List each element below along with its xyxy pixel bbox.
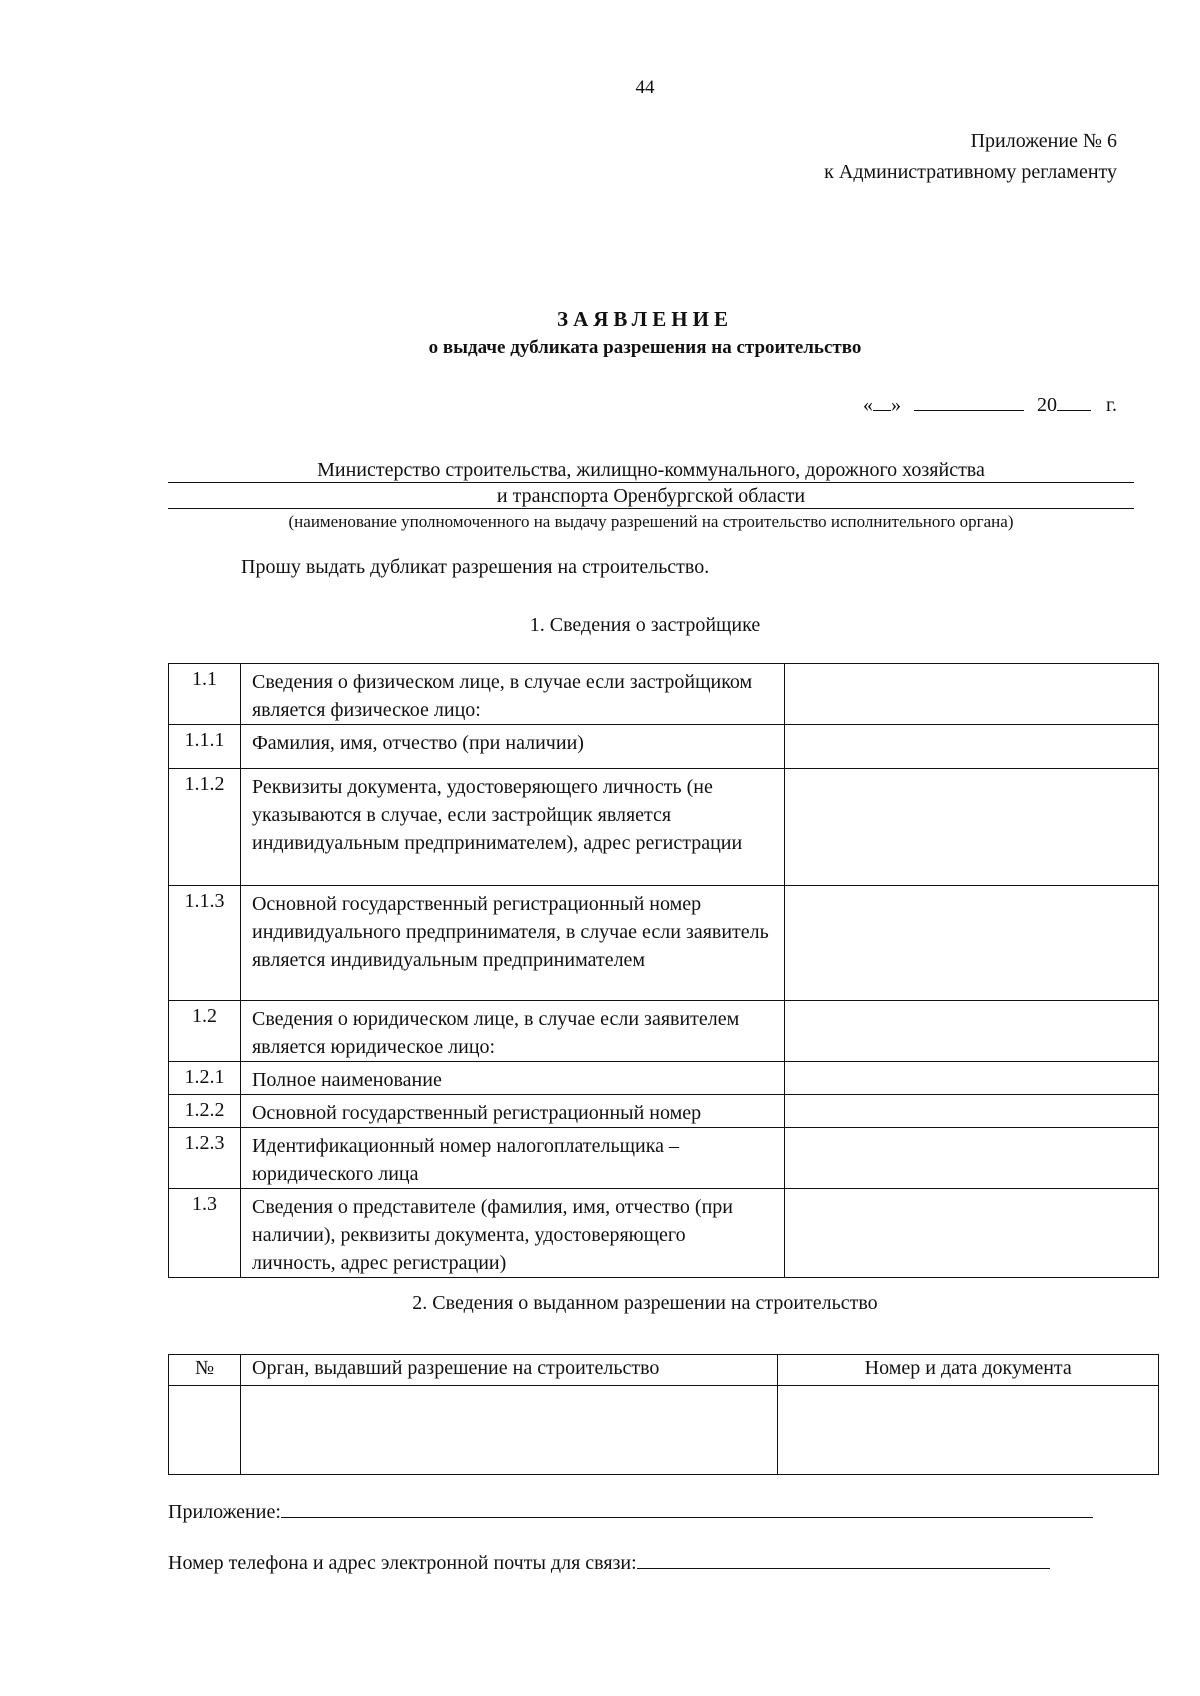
row-label: Реквизиты документа, удостоверяющего личность (не указываются в случае, если застройщик является индивидуальным предпринимателем), адрес регистрации [240,769,784,886]
authority-line-2: и транспорта Оренбургской области [168,484,1134,509]
document-title: ЗАЯВЛЕНИЕ [557,307,733,331]
attachment-field [168,1497,1093,1524]
table-row [169,1095,1159,1128]
column-header-document: Номер и дата документа [778,1355,1159,1386]
appendix-line-2: к Административному регламенту [824,161,1117,183]
contact-field [168,1548,1050,1575]
table-row [169,1128,1159,1189]
authority-hint: (наименование уполномоченного на выдачу разрешений на строительство исполнительного органа) [288,512,1014,531]
date-close-quote: » [891,394,902,416]
row-value-field[interactable] [785,886,1159,1001]
table-row [169,664,1159,725]
year-blank[interactable] [1057,390,1091,411]
number-cell[interactable] [169,1386,241,1475]
request-text: Прошу выдать дубликат разрешения на строительство. [241,556,710,578]
section-1-heading: 1. Сведения о застройщике [529,614,761,636]
table-row [169,1001,1159,1062]
row-value-field[interactable] [785,725,1159,769]
row-value-field[interactable] [785,1095,1159,1128]
contact-label: Номер телефона и адрес электронной почты для связи: [168,1552,637,1574]
row-label: Фамилия, имя, отчество (при наличии) [240,725,784,769]
date-open-quote: « [863,394,874,416]
row-label: Основной государственный регистрационный номер [240,1095,784,1128]
date-field[interactable] [863,390,1117,417]
row-number: 1.2.2 [169,1095,241,1128]
row-label: Сведения о физическом лице, в случае если застройщиком является физическое лицо: [240,664,784,725]
table-row [169,1386,1159,1475]
row-value-field[interactable] [785,769,1159,886]
document-cell[interactable] [778,1386,1159,1475]
authority-line-1: Министерство строительства, жилищно-коммунального, дорожного хозяйства [168,458,1134,483]
table-row [169,769,1159,886]
table-row [169,1062,1159,1095]
row-value-field[interactable] [785,1062,1159,1095]
row-label: Сведения о юридическом лице, в случае если заявителем является юридическое лицо: [240,1001,784,1062]
developer-info-table [168,663,1159,1278]
section-2-heading: 2. Сведения о выданном разрешении на строительство [412,1292,878,1314]
row-number: 1.2.1 [169,1062,241,1095]
page-number: 44 [635,77,655,98]
attachment-blank[interactable] [281,1497,1093,1518]
attachment-label: Приложение: [168,1501,281,1523]
table-header-row [169,1355,1159,1386]
authority-cell[interactable] [241,1386,778,1475]
row-label: Полное наименование [240,1062,784,1095]
row-value-field[interactable] [785,664,1159,725]
table-row [169,725,1159,769]
row-number: 1.3 [169,1189,241,1278]
row-value-field[interactable] [785,1189,1159,1278]
row-value-field[interactable] [785,1128,1159,1189]
document-subtitle: о выдаче дубликата разрешения на строительство [428,337,862,358]
table-row [169,1189,1159,1278]
table-row [169,886,1159,1001]
row-label: Основной государственный регистрационный номер индивидуального предпринимателя, в случае если заявитель является индивидуальным предпринимателем [240,886,784,1001]
year-prefix: 20 [1037,394,1058,416]
issued-permit-table [168,1354,1159,1475]
row-number: 1.2.3 [169,1128,241,1189]
row-number: 1.2 [169,1001,241,1062]
row-value-field[interactable] [785,1001,1159,1062]
appendix-line-1: Приложение № 6 [970,130,1117,152]
row-label: Идентификационный номер налогоплательщика – юридического лица [240,1128,784,1189]
day-blank[interactable] [873,390,891,411]
row-number: 1.1.2 [169,769,241,886]
column-header-number: № [169,1355,241,1386]
contact-blank[interactable] [637,1548,1050,1569]
row-number: 1.1.1 [169,725,241,769]
month-blank[interactable] [914,390,1024,411]
appendix-reference [824,126,1117,188]
column-header-authority: Орган, выдавший разрешение на строительство [241,1355,778,1386]
row-number: 1.1.3 [169,886,241,1001]
row-number: 1.1 [169,664,241,725]
row-label: Сведения о представителе (фамилия, имя, отчество (при наличии), реквизиты документа, удостоверяющего личность, адрес регистрации) [240,1189,784,1278]
year-suffix: г. [1106,394,1117,416]
